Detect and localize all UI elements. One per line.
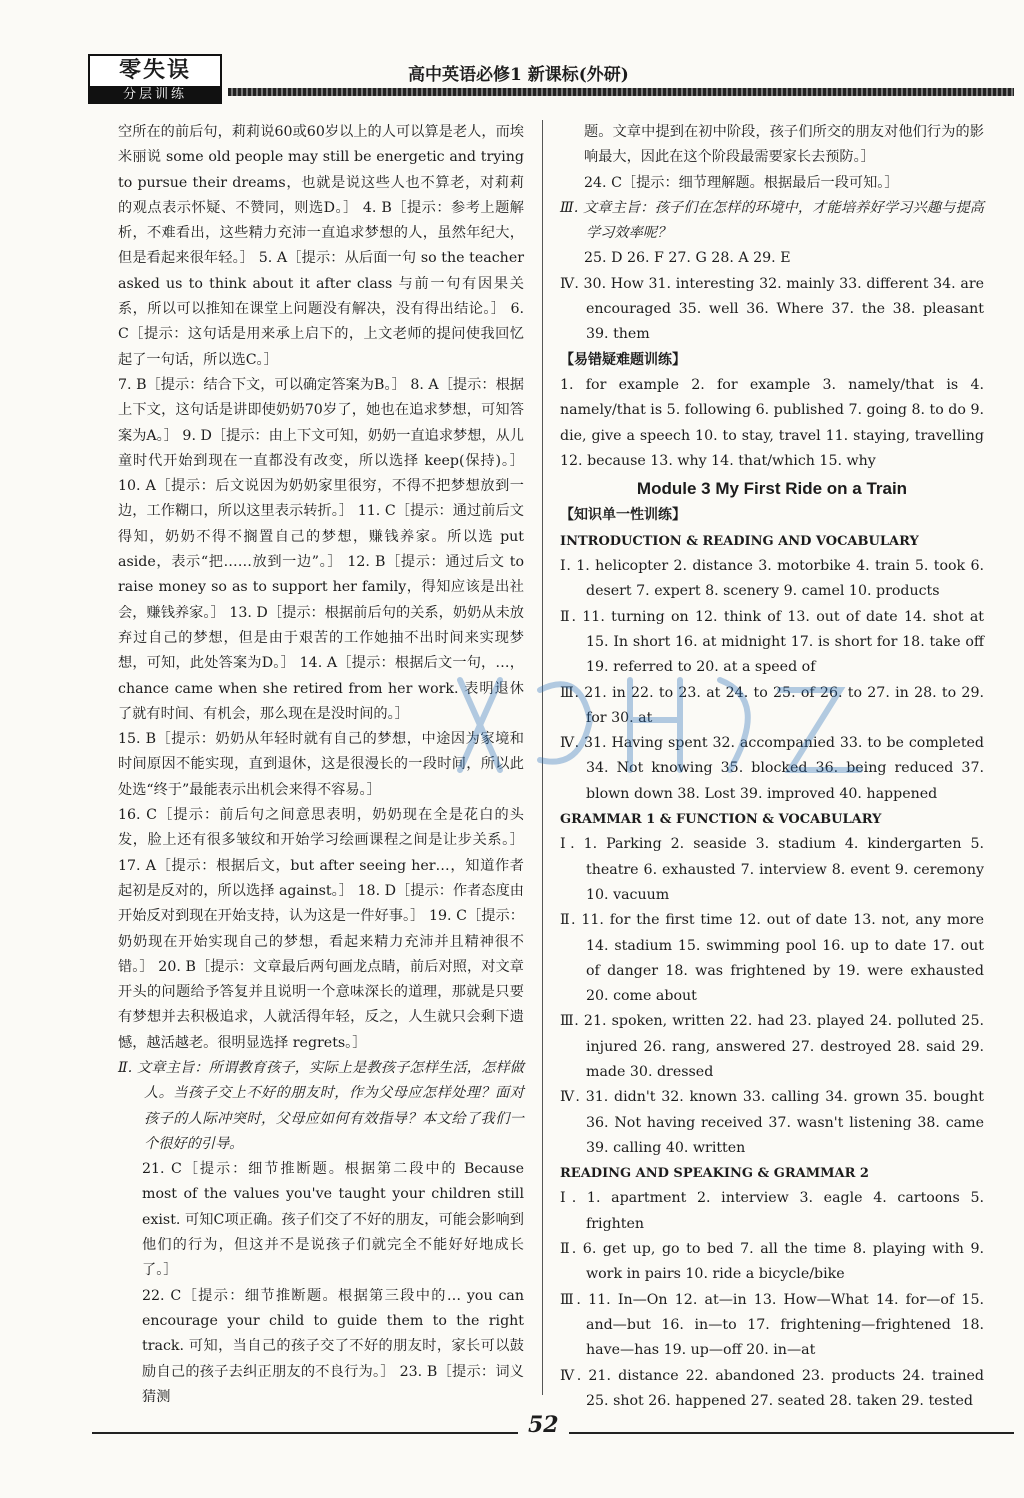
answer-block: 22. C［提示：细节推断题。根据第三段中的… you can encourage your child to guide them to the right track. 可知，当自己的孩子交了不好的朋友时，家长可以鼓励自己的孩子去纠正朋友的不良行为。］ 23. B［提示：词义猜测 bbox=[142, 1287, 524, 1405]
module-title: Module 3 My First Ride on a Train bbox=[636, 479, 908, 499]
subsection-heading: INTRODUCTION & READING AND VOCABULARY bbox=[560, 533, 919, 549]
answer-row: Ⅳ. 31. didn't 32. known 33. calling 34. grown 35. bought 36. Not having received 37. wasn't listening 38. came 39. calling 40. written bbox=[560, 1089, 984, 1156]
answer-row: 25. D 26. F 27. G 28. A 29. E bbox=[584, 250, 791, 267]
left-column bbox=[118, 120, 524, 1410]
answer-row: 1. for example 2. for example 3. namely/that is 4. namely/that is 5. following 6. published 7. going 8. to do 9. die, give a speech 10. to stay, travel 11. staying, travelling 12. because 13. why 14. that/which 15. why bbox=[560, 376, 984, 469]
logo-text: 零失误 bbox=[88, 54, 222, 86]
answer-block: 空所在的前后句，莉莉说60或60岁以上的人可以算是老人，而埃米丽说 some old people may still be energetic and trying to pursue their dreams，也就是说这些人也不算老，对莉莉的观点表示怀疑、不赞同，则选D。］ 4. B［提示：参考上题解析，不难看出，这些精力充沛一直追求梦想的人，虽然年纪大，但是看起来很年轻。］ 5. A［提示：从后面一句 so the teacher asked us to think about it after class 与前一句有因果关系，所以可以推知在课堂上问题没有解决，没有得出结论。］ 6. C［提示：这句话是用来承上启下的，上文老师的提问使我回忆起了一句话，所以选C。］ bbox=[118, 124, 524, 368]
answer-row: Ⅲ. 11. In—On 12. at—in 13. How—What 14. for—of 15. and—but 16. in—to 17. frightening—frightened 18. have—has 19. up—off 20. in—at bbox=[560, 1291, 984, 1359]
answer-row: Ⅰ. 1. Parking 2. seaside 3. stadium 4. kindergarten 5. theatre 6. exhausted 7. interview 8. event 9. ceremony 10. vacuum bbox=[560, 836, 984, 903]
page-number: 52 bbox=[518, 1412, 569, 1438]
answer-block: 24. C［提示：细节理解题。根据最后一段可知。］ bbox=[584, 174, 899, 191]
logo-subtitle: 分层训练 bbox=[88, 86, 222, 104]
section-heading: 【易错疑难题训练】 bbox=[560, 351, 686, 368]
answer-block: 21. C［提示：细节推断题。根据第二段中的 Because most of the values you've taught your children still exist. 可知C项正确。孩子们交了不好的朋友，可能会影响到他们的行为，但这并不是说孩子们就完全不能好好地成长了。］ bbox=[142, 1161, 524, 1279]
answer-row: Ⅱ. 11. turning on 12. think of 13. out of date 14. shot at 15. In short 16. at midnight 17. is short for 18. take off 19. referred to 20. at a speed of bbox=[560, 608, 984, 676]
subsection-heading: READING AND SPEAKING & GRAMMAR 2 bbox=[560, 1166, 869, 1182]
answer-row: Ⅰ. 1. helicopter 2. distance 3. motorbike 4. train 5. took 6. desert 7. expert 8. scenery 9. camel 10. products bbox=[560, 558, 984, 600]
series-logo bbox=[88, 54, 222, 104]
header-rule bbox=[228, 88, 1014, 96]
answer-row: Ⅱ. 11. for the first time 12. out of date 13. not, any more 14. stadium 15. swimming pool 16. up to date 17. out of danger 18. was frightened by 19. were exhausted 20. come about bbox=[560, 912, 984, 1005]
book-title: 高中英语必修1 新课标(外研) bbox=[408, 65, 629, 85]
page-header bbox=[88, 48, 1014, 110]
answer-row: Ⅳ. 21. distance 22. abandoned 23. products 24. trained 25. shot 26. happened 27. seated 28. taken 29. tested bbox=[560, 1367, 984, 1409]
answer-block: 题。文章中提到在初中阶段，孩子们所交的朋友对他们行为的影响最大，因此在这个阶段最需要家长去预防。］ bbox=[584, 124, 984, 166]
section-heading: 【知识单一性训练】 bbox=[560, 507, 686, 524]
passage-summary: Ⅲ. 文章主旨：孩子们在怎样的环境中，才能培养好学习兴趣与提高学习效率呢？ bbox=[560, 199, 984, 242]
subsection-heading: GRAMMAR 1 & FUNCTION & VOCABULARY bbox=[560, 812, 882, 828]
column-divider bbox=[542, 120, 543, 1395]
answer-row: Ⅰ. 1. apartment 2. interview 3. eagle 4. cartoons 5. frighten bbox=[560, 1190, 984, 1232]
answer-row: Ⅲ. 21. in 22. to 23. at 24. to 25. of 26. to 27. in 28. to 29. for 30. at bbox=[560, 684, 984, 726]
answer-block: 15. B［提示：奶奶从年轻时就有自己的梦想，中途因为家境和时间原因不能实现，直到退休，这是很漫长的一段时间，所以此处选“终于”最能表示出机会来得不容易。］ bbox=[118, 731, 524, 798]
answer-block: 16. C［提示：前后句之间意思表明，奶奶现在全是花白的头发，脸上还有很多皱纹和开始学习绘画课程之间是让步关系。］ 17. A［提示：根据后文，but after seeing her…，知道作者起初是反对的，所以选择 against。］ 18. D［提示：作者态度由开始反对到现在开始支持，认为这是一件好事。］ 19. C［提示：奶奶现在开始实现自己的梦想，看起来精力充沛并且精神很不错。］ 20. B［提示：文章最后两句画龙点睛，前后对照，对文章开头的问题给予答复并且说明一个意味深长的道理，那就是只要有梦想并去积极追求，人就活得年轻，反之，人生就只会剩下遗憾，越活越老。很明显选择 regrets。］ bbox=[118, 807, 524, 1051]
right-column bbox=[560, 120, 984, 1414]
answer-row: Ⅱ. 6. get up, go to bed 7. all the time 8. playing with 9. work in pairs 10. ride a bicycle/bike bbox=[560, 1241, 984, 1283]
answer-row: Ⅳ. 30. How 31. interesting 32. mainly 33. different 34. are encouraged 35. well 36. Where 37. the 38. pleasant 39. them bbox=[560, 275, 984, 343]
answer-block: 7. B［提示：结合下文，可以确定答案为B。］ 8. A［提示：根据上下文，这句话是讲即使奶奶70岁了，她也在追求梦想，可知答案为A。］ 9. D［提示：由上下文可知，奶奶一直追求梦想，从儿童时代开始到现在一直都没有改变，所以选择 keep(保持)。］ 10. A［提示：后文说因为奶奶家里很穷，不得不把梦想放到一边，工作糊口，所以这里表示转折。］ 11. C［提示：通过前后文得知，奶奶不得不搁置自己的梦想，赚钱养家。所以选 put aside，表示“把……放到一边”。］ 12. B［提示：通过后文 to raise money so as to support her family，得知应该是出社会，赚钱养家。］ 13. D［提示：根据前后句的关系，奶奶从未放弃过自己的梦想，但是由于艰苦的工作她抽不出时间来实现梦想，可知，此处答案为D。］ 14. A［提示：根据后文一句，…，chance came when she retired from her work. 表明退休了就有时间、有机会，那么现在是没时间的。］ bbox=[118, 376, 524, 722]
answer-row: Ⅳ. 31. Having spent 32. accompanied 33. to be completed 34. Not knowing 35. blocked 36. being reduced 37. blown down 38. Lost 39. improved 40. happened bbox=[560, 735, 984, 802]
answer-row: Ⅲ. 21. spoken, written 22. had 23. played 24. polluted 25. injured 26. rang, answered 27. destroyed 28. said 29. made 30. dressed bbox=[560, 1013, 984, 1080]
passage-summary: Ⅱ. 文章主旨：所谓教育孩子，实际上是教孩子怎样生活，怎样做人。当孩子交上不好的朋友时，作为父母应怎样处理？面对孩子的人际冲突时，父母应如何有效指导？本文给了我们一个很好的引导。 bbox=[118, 1059, 524, 1152]
